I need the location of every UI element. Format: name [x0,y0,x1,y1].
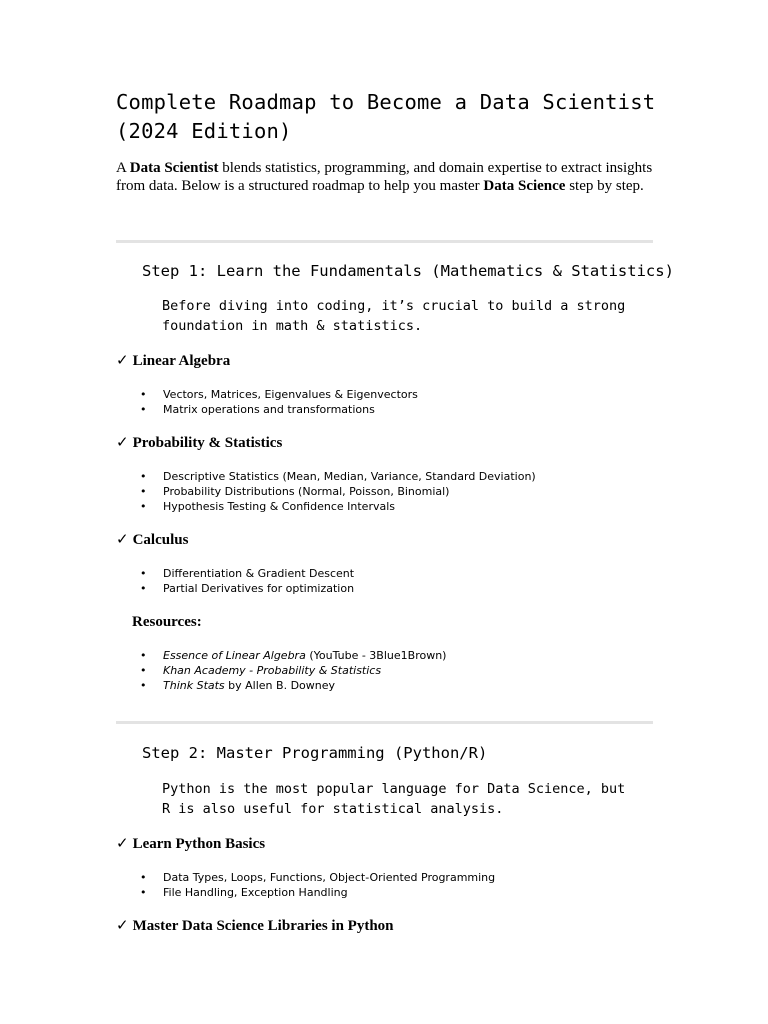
step-1-quote: Before diving into coding, it’s crucial to build a strong foundation in math & statistics. [162,298,626,334]
step-2-heading: Step 2: Master Programming (Python/R) [142,744,488,762]
resource-item [138,663,446,678]
check-icon: ✓ [116,435,129,451]
section-title: Probability & Statistics [132,435,283,451]
intro-text-1: A [116,160,130,176]
title-line-1: Complete Roadmap to Become a Data Scientist [116,90,656,114]
check-icon: ✓ [116,918,129,934]
list-item: • Hypothesis Testing & Confidence Intervals [138,499,536,514]
probability-statistics-heading [116,434,282,452]
intro-bold-2: Data Science [483,177,566,194]
resources-list [138,648,446,694]
resource-detail: (YouTube - 3Blue1Brown) [305,649,447,662]
list-item: • Matrix operations and transformations [138,402,418,417]
resource-item [138,648,446,663]
list-item: • Data Types, Loops, Functions, Object-Oriented Programming [138,870,495,885]
section-divider [116,721,653,724]
python-basics-heading [116,835,265,853]
section-title: Calculus [132,532,189,548]
check-icon: ✓ [116,353,129,369]
intro-text-3: step by step. [565,177,644,194]
step-2-quote: Python is the most popular language for Data Science, but R is also useful for statistical analysis. [162,781,626,817]
document-title [116,88,696,146]
linear-algebra-list [138,387,418,417]
section-title: Linear Algebra [132,353,231,369]
check-icon: ✓ [116,836,129,852]
list-item: • Probability Distributions (Normal, Poisson, Binomial) [138,484,536,499]
resource-item [138,678,446,693]
resource-title: Khan Academy - Probability & Statistics [163,664,382,678]
resources-heading: Resources: [132,614,202,630]
intro-text-2: blends statistics, programming, and domain expertise to extract insights from data. Below is a structured roadmap to help you master [116,160,653,194]
data-science-libraries-heading [116,917,394,935]
python-basics-list [138,870,495,900]
linear-algebra-heading [116,352,230,370]
section-divider [116,240,653,243]
title-line-2: (2024 Edition) [116,119,292,143]
list-item: • Vectors, Matrices, Eigenvalues & Eigenvectors [138,387,418,402]
section-title: Master Data Science Libraries in Python [132,918,394,934]
section-title: Learn Python Basics [132,836,266,852]
list-item: • File Handling, Exception Handling [138,885,495,900]
resource-title: Think Stats [163,679,225,693]
probability-statistics-list [138,469,536,515]
list-item: • Differentiation & Gradient Descent [138,566,354,581]
calculus-list [138,566,354,596]
intro-paragraph [116,160,656,195]
resource-title: Essence of Linear Algebra [163,649,306,662]
intro-bold-1: Data Scientist [129,160,219,176]
step-1-heading: Step 1: Learn the Fundamentals (Mathematics & Statistics) [142,262,674,280]
check-icon: ✓ [116,532,129,548]
calculus-heading [116,531,188,549]
resource-detail: by Allen B. Downey [224,679,336,693]
list-item: • Descriptive Statistics (Mean, Median, Variance, Standard Deviation) [138,469,536,484]
list-item: • Partial Derivatives for optimization [138,581,354,596]
